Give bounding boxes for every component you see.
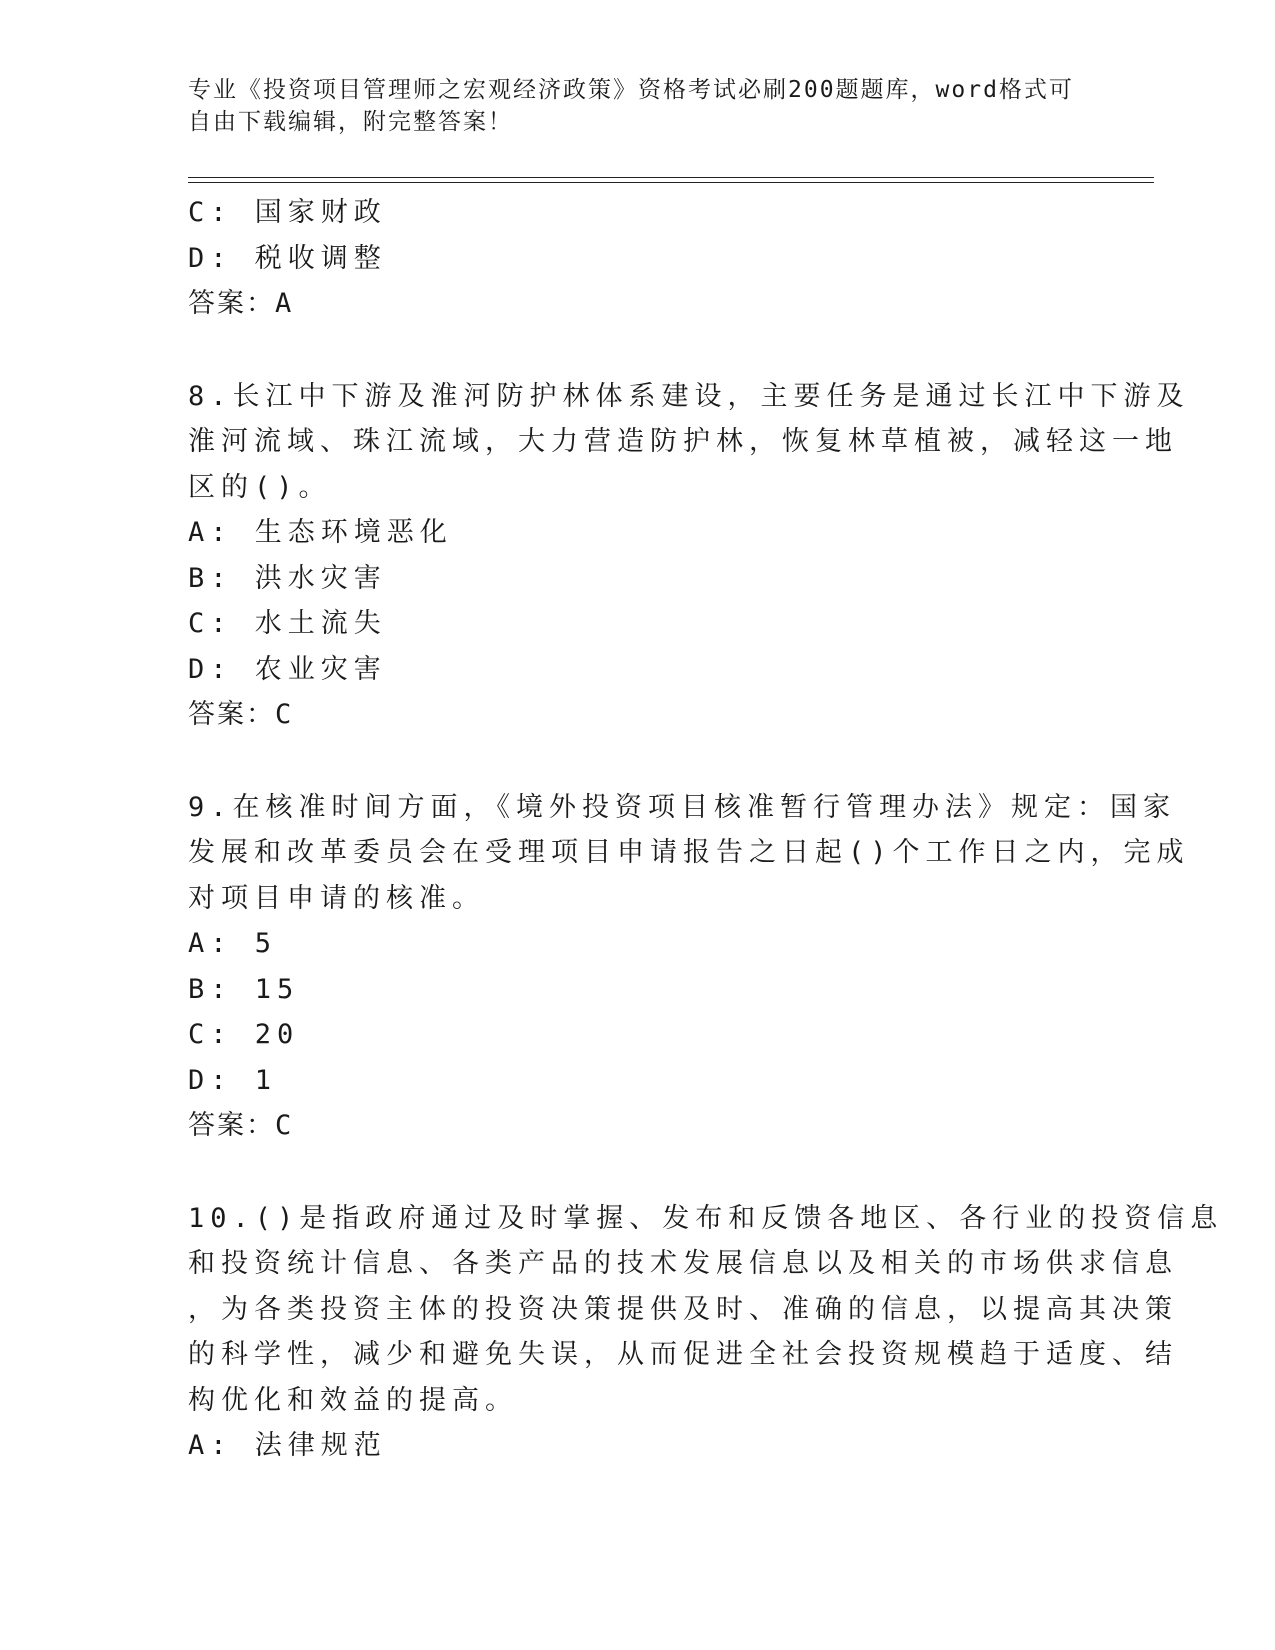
header-line-2: 自由下载编辑，附完整答案！ (188, 109, 513, 135)
question-stem-line: 对项目申请的核准。 (188, 882, 485, 914)
question-7-tail (188, 190, 1088, 327)
header-line-1: 专业《投资项目管理师之宏观经济政策》资格考试必刷200题题库，word格式可 (188, 77, 1074, 103)
question-stem-line: 8.长江中下游及淮河防护林体系建设，主要任务是通过长江中下游及 (188, 380, 1190, 412)
option-d: D: 1 (188, 1064, 278, 1096)
answer: 答案：C (188, 1110, 294, 1141)
option-d: D: 农业灾害 (188, 653, 387, 685)
option-c: C: 20 (188, 1019, 300, 1050)
spacer (188, 327, 1088, 374)
question-list (188, 190, 1224, 1469)
header-rule-top (188, 177, 1154, 178)
question-stem-line: 发展和改革委员会在受理项目申请报告之日起()个工作日之内，完成 (188, 837, 1190, 868)
question-9 (188, 785, 1190, 1149)
option-c: C: 国家财政 (188, 197, 387, 228)
question-stem-line: 构优化和效益的提高。 (188, 1384, 518, 1416)
question-stem-line: 淮河流域、珠江流域，大力营造防护林，恢复林草植被，减轻这一地 (188, 426, 1178, 457)
question-stem-line: 的科学性，减少和避免失误，从而促进全社会投资规模趋于适度、结 (188, 1339, 1178, 1370)
option-a: A: 法律规范 (188, 1430, 387, 1461)
question-10 (188, 1196, 1224, 1469)
question-stem-line: 和投资统计信息、各类产品的技术发展信息以及相关的市场供求信息 (188, 1248, 1178, 1279)
question-stem-line: 9.在核准时间方面，《境外投资项目核准暂行管理办法》规定：国家 (188, 791, 1177, 823)
option-b: B: 15 (188, 973, 300, 1005)
page-header (188, 74, 1074, 138)
header-rule-bottom (188, 182, 1154, 183)
option-a: A: 生态环境恶化 (188, 517, 453, 548)
spacer (188, 738, 1088, 785)
option-d: D: 税收调整 (188, 242, 387, 274)
question-8 (188, 374, 1190, 738)
question-stem-line: 区的()。 (188, 471, 332, 503)
option-a: A: 5 (188, 928, 278, 959)
question-stem-line: 10.()是指政府通过及时掌握、发布和反馈各地区、各行业的投资信息 (188, 1202, 1224, 1234)
answer: 答案：C (188, 699, 294, 730)
spacer (188, 1149, 1088, 1196)
option-b: B: 洪水灾害 (188, 562, 387, 594)
answer: 答案：A (188, 288, 294, 319)
option-c: C: 水土流失 (188, 608, 387, 639)
question-stem-line: ，为各类投资主体的投资决策提供及时、准确的信息，以提高其决策 (188, 1293, 1178, 1325)
